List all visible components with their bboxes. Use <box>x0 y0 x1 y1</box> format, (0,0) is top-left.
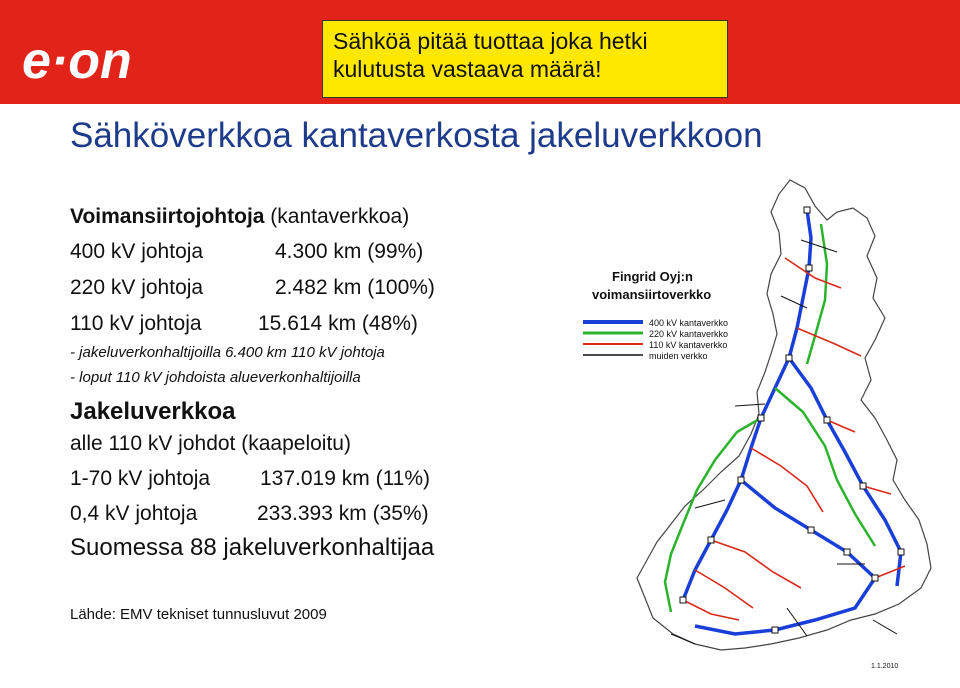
distribution-summary: Suomessa 88 jakeluverkonhaltijaa <box>70 534 435 561</box>
legend-label-220: 220 kV kantaverkko <box>649 329 729 339</box>
legend-label-110: 110 kV kantaverkko <box>649 340 728 350</box>
row-400kv <box>70 240 424 264</box>
transmission-heading-rest: (kantaverkkoa) <box>264 205 410 228</box>
note-1: - jakeluverkonhaltijoilla 6.400 km 110 kV johtoja <box>70 344 385 361</box>
row-label: 1-70 kV johtoja <box>70 467 211 490</box>
legend-label-other: muiden verkko <box>649 351 708 361</box>
row-1-70kv <box>70 467 431 491</box>
row-value: 233.393 km (35%) <box>257 502 429 525</box>
row-label: 400 kV johtoja <box>70 240 204 263</box>
map-date: 1.1.2010 <box>871 663 899 670</box>
row-110kv <box>70 312 418 336</box>
source-note: Lähde: EMV tekniset tunnusluvut 2009 <box>70 606 327 623</box>
row-220kv <box>70 276 435 300</box>
row-value: 4.300 km (99%) <box>275 240 424 263</box>
eon-logo <box>18 30 158 90</box>
callout-line-2: kulutusta vastaava määrä! <box>333 56 602 82</box>
distribution-heading: Jakeluverkkoa <box>70 398 236 425</box>
transmission-heading <box>70 205 409 229</box>
row-label: 0,4 kV johtoja <box>70 502 198 525</box>
legend-label-400: 400 kV kantaverkko <box>649 318 729 328</box>
grid-map <box>575 168 960 688</box>
logo-text: e·on <box>22 32 132 90</box>
row-value: 137.019 km (11%) <box>260 467 431 490</box>
transmission-heading-bold: Voimansiirtojohtoja <box>70 205 265 228</box>
row-value: 15.614 km (48%) <box>258 312 418 335</box>
row-label: 220 kV johtoja <box>70 276 204 299</box>
map-title-2: voimansiirtoverkko <box>592 287 712 302</box>
header-bar <box>0 0 960 104</box>
substation-markers <box>680 207 904 633</box>
line-110kv <box>683 258 905 620</box>
page-title: Sähköverkkoa kantaverkosta jakeluverkkoon <box>70 116 763 155</box>
map-title-1: Fingrid Oyj:n <box>612 269 693 284</box>
distribution-line-1: alle 110 kV johdot (kaapeloitu) <box>70 432 351 455</box>
callout-line-1: Sähköä pitää tuottaa joka hetki <box>333 28 648 54</box>
line-220kv-2 <box>775 388 875 546</box>
callout-box <box>322 20 728 98</box>
map-legend <box>583 318 728 361</box>
note-2: - loput 110 kV johdoista alueverkonhaltijoilla <box>70 369 361 386</box>
row-0-4kv <box>70 502 429 526</box>
finland-outline <box>637 180 931 650</box>
row-value: 2.482 km (100%) <box>275 276 435 299</box>
row-label: 110 kV johtoja <box>70 312 202 335</box>
